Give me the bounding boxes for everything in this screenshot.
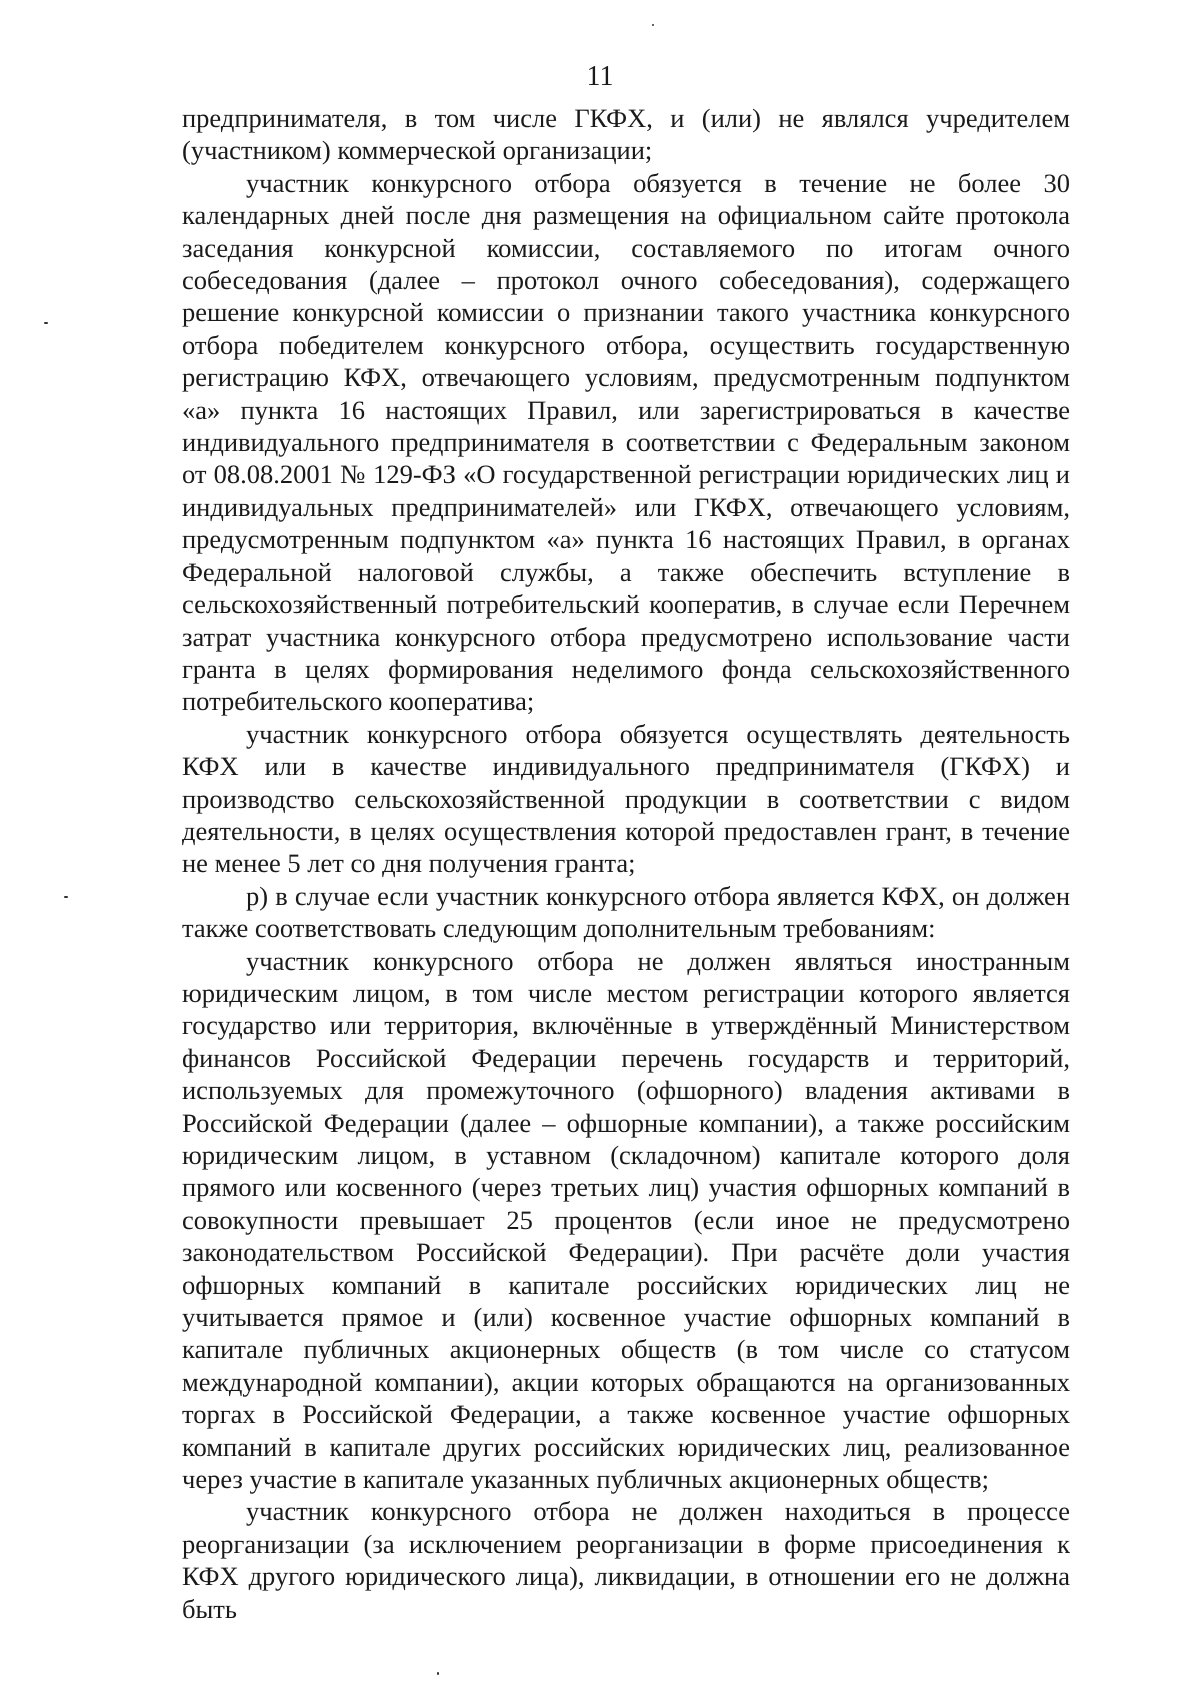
paragraph-5: участник конкурсного отбора не должен являться иностранным юридическим лицом, в том числе местом регистрации которого является государство или территория, включённые в утверждённый Министерством финансов Российской Федерации перечень государств и территорий, используемых для промежуточного (офшорного) владения активами в Российской Федерации (далее – офшорные компании), а также российским юридическим лицом, в уставном (складочном) капитале которого доля прямого или косвенного (через третьих лиц) участия офшорных компаний в совокупности превышает 25 процентов (если иное не предусмотрено законодательством Российской Федерации). При расчёте доли участия офшорных компаний в капитале российских юридических лиц не учитывается прямое и (или) косвенное участие офшорных компаний в капитале публичных акционерных обществ (в том числе со статусом международной компании), акции которых обращаются на организованных торгах в Российской Федерации, а также косвенное участие офшорных компаний в капитале других российских юридических лиц, реализованное через участие в капитале указанных публичных акционерных обществ; xyxy=(182,945,1070,1495)
paragraph-4: р) в случае если участник конкурсного отбора является КФХ, он должен также соответствовать следующим дополнительным требованиям: xyxy=(182,880,1070,944)
paragraph-2: участник конкурсного отбора обязуется в течение не более 30 календарных дней после дня размещения на официальном сайте протокола заседания конкурсной комиссии, составляемого по итогам очного собеседования (далее – протокол очного собеседования), содержащего решение конкурсной комиссии о признании такого участника конкурсного отбора победителем конкурсного отбора, осуществить государственную регистрацию КФХ, отвечающего условиям, предусмотренным подпунктом «а» пункта 16 настоящих Правил, или зарегистрироваться в качестве индивидуального предпринимателя в соответствии с Федеральным законом от 08.08.2001 № 129-ФЗ «О государственной регистрации юридических лиц и индивидуальных предпринимателей» или ГКФХ, отвечающего условиям, предусмотренным подпунктом «а» пункта 16 настоящих Правил, в органах Федеральной налоговой службы, а также обеспечить вступление в сельскохозяйственный потребительский кооператив, в случае если Перечнем затрат участника конкурсного отбора предусмотрено использование части гранта в целях формирования неделимого фонда сельскохозяйственного потребительского кооператива; xyxy=(182,167,1070,717)
paragraph-3: участник конкурсного отбора обязуется осуществлять деятельность КФХ или в качестве индивидуального предпринимателя (ГКФХ) и производство сельскохозяйственной продукции в соответствии с видом деятельности, в целях осуществления которой предоставлен грант, в течение не менее 5 лет со дня получения гранта; xyxy=(182,718,1070,879)
paragraph-1: предпринимателя, в том числе ГКФХ, и (или) не являлся учредителем (участником) коммерческой организации; xyxy=(182,103,1070,166)
scan-speck xyxy=(64,896,68,898)
page-number: 11 xyxy=(586,61,614,92)
paragraph-6: участник конкурсного отбора не должен находиться в процессе реорганизации (за исключением реорганизации в форме присоединения к КФХ другого юридического лица), ликвидации, в отношении его не должна быть xyxy=(182,1496,1070,1624)
scan-speck xyxy=(44,322,48,324)
scan-speck xyxy=(437,1672,439,1675)
document-body xyxy=(182,102,1070,1625)
scan-speck xyxy=(652,24,654,26)
